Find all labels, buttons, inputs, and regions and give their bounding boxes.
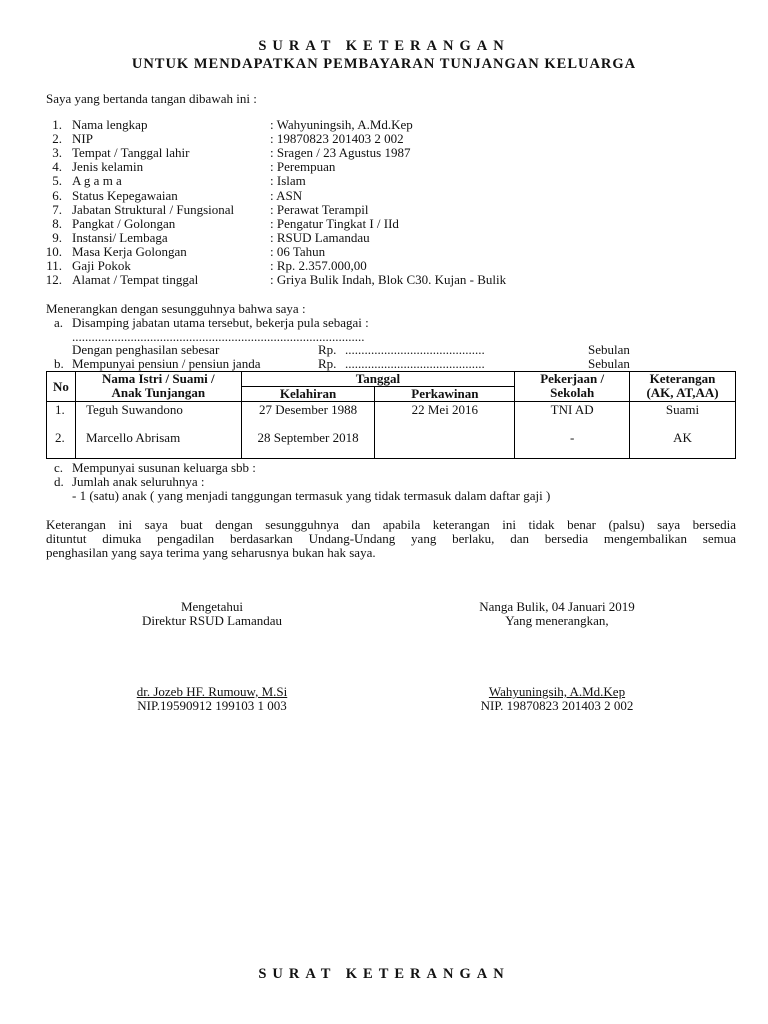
field-number: 7. bbox=[52, 201, 62, 217]
sebulan-income: Sebulan bbox=[588, 342, 630, 357]
table-header-row bbox=[47, 372, 736, 387]
sign-right-line1: Nanga Bulik, 04 Januari 2019 bbox=[479, 599, 635, 614]
field-number: 2. bbox=[52, 131, 62, 147]
field-number: 6. bbox=[52, 187, 62, 203]
item-c-text: Mempunyai susunan keluarga sbb : bbox=[72, 460, 256, 475]
closing-line-3: penghasilan yang saya terima yang seharusnya bukan hak saya. bbox=[46, 545, 376, 560]
closing-line-2: dituntut dimuka pengadilan berdasarkan Undang-Undang yang berlaku, dan bersedia mengembalikan semua bbox=[46, 531, 736, 546]
cell-ket: Suami bbox=[665, 402, 700, 417]
field-label: Masa Kerja Golongan bbox=[72, 243, 187, 259]
item-c-letter: c. bbox=[54, 460, 64, 475]
item-b-letter: b. bbox=[54, 356, 64, 371]
field-number: 8. bbox=[52, 215, 62, 231]
field-value: : Pengatur Tingkat I / IId bbox=[270, 215, 399, 231]
cell-job: TNI AD bbox=[550, 402, 594, 417]
rp-dots-income: ........................................... bbox=[345, 342, 485, 357]
header-name bbox=[75, 372, 241, 402]
field-value: : 19870823 201403 2 002 bbox=[270, 131, 404, 147]
field-value: : 06 Tahun bbox=[270, 243, 326, 259]
dotted-line: .......................................................................................... bbox=[72, 329, 365, 344]
field-value: : Wahyuningsih, A.Md.Kep bbox=[270, 117, 413, 132]
family-table bbox=[46, 371, 736, 459]
rp-label-income: Rp. bbox=[318, 342, 337, 357]
header-kelahiran: Kelahiran bbox=[241, 387, 375, 402]
header-job bbox=[515, 372, 630, 402]
header-name-line2: Anak Tunjangan bbox=[111, 385, 206, 400]
field-label: A g a m a bbox=[72, 173, 122, 189]
rp-label-pension: Rp. bbox=[318, 356, 337, 371]
item-a-letter: a. bbox=[54, 315, 64, 330]
sign-left-nip: NIP.19590912 199103 1 003 bbox=[137, 698, 287, 713]
cell-no: 1. bbox=[55, 402, 65, 417]
item-d-letter: d. bbox=[54, 474, 64, 489]
header-ket-line2: (AK, AT,AA) bbox=[646, 385, 719, 400]
header-name-line1: Nama Istri / Suami / bbox=[101, 371, 215, 386]
next-page-title: SURAT KETERANGAN bbox=[258, 966, 510, 982]
field-value: : Perawat Terampil bbox=[270, 201, 369, 217]
sign-right-nip: NIP. 19870823 201403 2 002 bbox=[480, 698, 634, 713]
header-no: No bbox=[47, 372, 76, 402]
field-value: : ASN bbox=[270, 187, 303, 203]
field-value: : Sragen / 23 Agustus 1987 bbox=[270, 145, 411, 161]
item-a-text: Disamping jabatan utama tersebut, bekerja pula sebagai : bbox=[72, 315, 369, 330]
sign-right-line2: Yang menerangkan, bbox=[505, 613, 609, 628]
sign-left-line1: Mengetahui bbox=[180, 599, 244, 614]
sign-right-name: Wahyuningsih, A.Md.Kep bbox=[488, 684, 626, 699]
table-row bbox=[47, 402, 736, 459]
field-label: Alamat / Tempat tinggal bbox=[72, 272, 199, 288]
cell-name: Teguh Suwandono bbox=[85, 402, 183, 417]
cell-ket: AK bbox=[673, 430, 692, 445]
statement-text: Menerangkan dengan sesungguhnya bahwa saya : bbox=[46, 301, 306, 316]
cell-birth: 27 Desember 1988 bbox=[258, 402, 358, 417]
sebulan-pension: Sebulan bbox=[588, 356, 630, 371]
sign-left-line2: Direktur RSUD Lamandau bbox=[141, 613, 283, 628]
cell-no: 2. bbox=[55, 430, 65, 445]
cell-marriage: 22 Mei 2016 bbox=[411, 402, 479, 417]
field-label: Instansi/ Lembaga bbox=[72, 229, 168, 245]
field-label: NIP bbox=[72, 131, 93, 147]
cell-birth: 28 September 2018 bbox=[257, 430, 359, 445]
field-number: 5. bbox=[52, 173, 62, 189]
document-subtitle: UNTUK MENDAPATKAN PEMBAYARAN TUNJANGAN KELUARGA bbox=[131, 56, 637, 72]
closing-line-1: Keterangan ini saya buat dengan sesungguhnya dan apabila keterangan ini tidak benar (palsu) saya bersedia bbox=[46, 517, 736, 532]
header-perkawinan: Perkawinan bbox=[375, 387, 515, 402]
field-label: Gaji Pokok bbox=[72, 258, 131, 273]
field-value: : RSUD Lamandau bbox=[270, 229, 370, 245]
intro-text: Saya yang bertanda tangan dibawah ini : bbox=[46, 91, 257, 106]
field-number: 1. bbox=[52, 117, 62, 132]
field-label: Nama lengkap bbox=[72, 117, 148, 132]
header-ket bbox=[630, 372, 736, 402]
cell-name: Marcello Abrisam bbox=[85, 430, 181, 445]
item-b-text: Mempunyai pensiun / pensiun janda bbox=[72, 356, 261, 371]
rp-dots-pension: ........................................... bbox=[345, 356, 485, 371]
header-tanggal: Tanggal bbox=[241, 372, 515, 387]
header-job-line2: Sekolah bbox=[550, 385, 595, 400]
field-value: : Griya Bulik Indah, Blok C30. Kujan - Bulik bbox=[270, 272, 507, 288]
field-label: Jabatan Struktural / Fungsional bbox=[72, 201, 235, 217]
field-number: 9. bbox=[52, 229, 62, 245]
income-label: Dengan penghasilan sebesar bbox=[72, 342, 220, 357]
document-title: SURAT KETERANGAN bbox=[258, 38, 510, 54]
header-ket-line1: Keterangan bbox=[649, 371, 716, 386]
children-note: - 1 (satu) anak ( yang menjadi tanggungan termasuk yang tidak termasuk dalam daftar gaji ) bbox=[72, 488, 551, 503]
field-number: 4. bbox=[52, 159, 62, 175]
item-d-text: Jumlah anak seluruhnya : bbox=[72, 474, 205, 489]
field-number: 12. bbox=[45, 272, 62, 288]
field-number: 3. bbox=[52, 145, 62, 161]
field-label: Tempat / Tanggal lahir bbox=[72, 145, 190, 161]
field-number: 11. bbox=[46, 258, 62, 273]
field-label: Status Kepegawaian bbox=[72, 187, 178, 203]
field-label: Pangkat / Golongan bbox=[72, 215, 176, 231]
field-label: Jenis kelamin bbox=[72, 159, 144, 175]
sign-left-name: dr. Jozeb HF. Rumouw, M.Si bbox=[136, 684, 288, 699]
field-value: : Perempuan bbox=[270, 159, 336, 175]
field-number: 10. bbox=[45, 243, 62, 259]
cell-job: - bbox=[569, 430, 575, 445]
field-value: : Islam bbox=[270, 173, 306, 189]
field-value: : Rp. 2.357.000,00 bbox=[270, 258, 367, 273]
header-job-line1: Pekerjaan / bbox=[540, 371, 605, 386]
